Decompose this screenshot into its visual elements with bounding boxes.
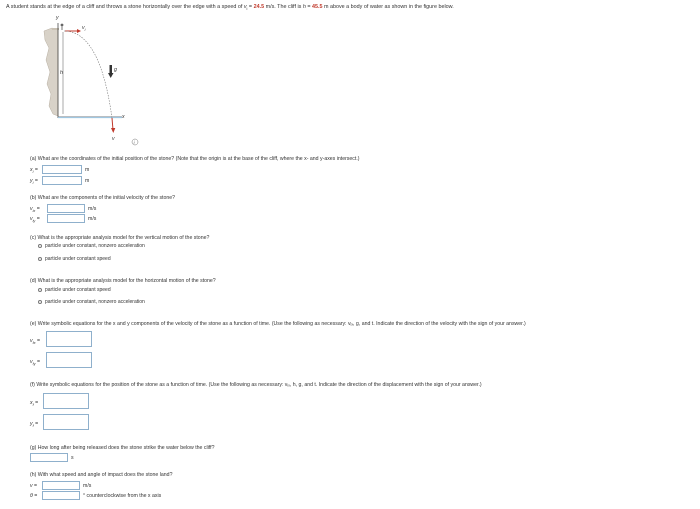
g-arrow-shaft bbox=[110, 65, 113, 74]
cliff-diagram bbox=[38, 14, 148, 146]
xf-eq: = bbox=[33, 400, 39, 406]
theta-label bbox=[30, 493, 37, 499]
yf-eq: = bbox=[33, 421, 39, 427]
vi-label bbox=[82, 25, 85, 32]
vix-eq: = bbox=[35, 206, 40, 212]
viy-unit: m/s bbox=[88, 216, 97, 222]
speed-unit: m/s bbox=[83, 483, 92, 489]
yf-label bbox=[30, 421, 38, 429]
cliff-figure bbox=[38, 14, 148, 146]
question-g: (g) How long after being released does the stone strike the water below the cliff? bbox=[30, 445, 215, 451]
trajectory bbox=[64, 31, 112, 118]
g-label: g bbox=[114, 67, 117, 73]
vf-arrowhead bbox=[111, 128, 115, 133]
vi-subscript: i bbox=[246, 6, 248, 12]
theta-label-text: θ bbox=[30, 493, 33, 499]
xi-label-sub: i bbox=[32, 170, 34, 175]
vi-arrowhead bbox=[77, 29, 81, 33]
vfy-eq: = bbox=[35, 359, 41, 365]
viy-label-sub: iy bbox=[32, 219, 36, 224]
h-symbol: h bbox=[302, 4, 306, 10]
qc-option-1[interactable]: particle under constant, nonzero acceleration bbox=[45, 243, 145, 249]
given-speed: 24.5 bbox=[253, 4, 265, 10]
time-unit: s bbox=[71, 455, 74, 461]
vfx-eq: = bbox=[35, 338, 41, 344]
xf-label bbox=[30, 400, 38, 408]
yi-input[interactable] bbox=[42, 176, 82, 185]
xi-label bbox=[30, 167, 38, 175]
vfy-label-text: v bbox=[30, 359, 33, 365]
question-d: (d) What is the appropriate analysis model for the horizontal motion of the stone? bbox=[30, 278, 216, 284]
viy-input[interactable] bbox=[47, 214, 85, 223]
given-height: 45.5 bbox=[312, 4, 323, 10]
vi-label-sub: i bbox=[84, 28, 86, 33]
problem-statement bbox=[6, 4, 454, 12]
viy-eq: = bbox=[35, 216, 40, 222]
theta-eq: = bbox=[32, 493, 38, 499]
vfy-label bbox=[30, 359, 40, 367]
vfx-label-text: v bbox=[30, 338, 33, 344]
vix-input[interactable] bbox=[47, 204, 85, 213]
question-a: (a) What are the coordinates of the initial position of the stone? (Note that the origin is at the base of the cliff, where the x- and y-axes intersect.) bbox=[30, 156, 360, 162]
vfx-label-sub: fx bbox=[32, 341, 36, 346]
yi-unit: m bbox=[85, 178, 90, 184]
xi-input[interactable] bbox=[42, 165, 82, 174]
student-figure bbox=[61, 24, 64, 30]
xi-unit: m bbox=[85, 167, 90, 173]
yf-label-sub: f bbox=[32, 424, 34, 429]
qc-radio-2[interactable] bbox=[38, 257, 42, 261]
vfx-input[interactable] bbox=[46, 331, 92, 347]
angle-input[interactable] bbox=[42, 491, 80, 500]
v-label: v bbox=[112, 136, 115, 142]
viy-label-text: v bbox=[30, 216, 33, 222]
intro-eq2: = bbox=[305, 4, 312, 10]
yf-label-text: y bbox=[30, 421, 33, 427]
vix-label bbox=[30, 206, 40, 214]
v-eq: = bbox=[32, 483, 38, 489]
qd-radio-1[interactable] bbox=[38, 288, 42, 292]
qd-option-1[interactable]: particle under constant speed bbox=[45, 287, 111, 293]
qc-option-2[interactable]: particle under constant speed bbox=[45, 256, 111, 262]
vi-symbol: v bbox=[243, 4, 247, 10]
vfy-input[interactable] bbox=[46, 352, 92, 368]
vix-label-text: v bbox=[30, 206, 33, 212]
vfy-label-sub: fy bbox=[32, 362, 36, 367]
qd-radio-2[interactable] bbox=[38, 300, 42, 304]
info-icon[interactable]: i bbox=[133, 139, 135, 145]
y-axis-label: y bbox=[56, 15, 59, 21]
g-arrowhead bbox=[108, 73, 114, 78]
intro-post: m above a body of water as shown in the figure below. bbox=[322, 4, 454, 10]
vi-label-text: v bbox=[82, 25, 85, 31]
x-axis-label: x bbox=[122, 114, 125, 120]
vfx-label bbox=[30, 338, 40, 346]
xf-input[interactable] bbox=[43, 393, 89, 409]
qd-option-2[interactable]: particle under constant, nonzero acceleration bbox=[45, 299, 145, 305]
h-label: h bbox=[60, 70, 63, 76]
question-e: (e) Write symbolic equations for the x and y components of the velocity of the stone as a function of time. (Use the following as necessary: vᵢₓ, g, and t. Indicate the direction of the velocity with the sign of your answer.) bbox=[30, 321, 526, 327]
xf-label-text: x bbox=[30, 400, 33, 406]
question-c: (c) What is the appropriate analysis model for the vertical motion of the stone? bbox=[30, 235, 210, 241]
viy-label bbox=[30, 216, 40, 224]
v-label-text: v bbox=[30, 483, 33, 489]
v-label-field bbox=[30, 483, 37, 489]
intro-mid: m/s. The cliff is bbox=[264, 4, 303, 10]
speed-input[interactable] bbox=[42, 481, 80, 490]
angle-unit: ° counterclockwise from the x axis bbox=[83, 493, 162, 499]
qc-radio-1[interactable] bbox=[38, 244, 42, 248]
yf-input[interactable] bbox=[43, 414, 89, 430]
yi-label-sub: i bbox=[32, 181, 34, 186]
yi-eq: = bbox=[33, 178, 38, 184]
question-b: (b) What are the components of the initial velocity of the stone? bbox=[30, 195, 176, 201]
yi-label-text: y bbox=[30, 178, 33, 184]
yi-label bbox=[30, 178, 38, 186]
vix-label-sub: ix bbox=[32, 209, 36, 214]
cliff-rock bbox=[44, 28, 58, 116]
time-input[interactable] bbox=[30, 453, 68, 462]
intro-eq1: = bbox=[247, 4, 254, 10]
question-h: (h) With what speed and angle of impact does the stone land? bbox=[30, 472, 173, 478]
question-f: (f) Write symbolic equations for the position of the stone as a function of time. (Use the following as necessary: vᵢₓ, h, g, and t. Indicate the direction of the displacement with the sign of your answer.) bbox=[30, 382, 482, 388]
xi-label-text: x bbox=[30, 167, 33, 173]
xi-eq: = bbox=[33, 167, 38, 173]
vix-unit: m/s bbox=[88, 206, 97, 212]
intro-pre: A student stands at the edge of a cliff and throws a stone horizontally over the edge with a speed of bbox=[6, 4, 244, 10]
xf-label-sub: f bbox=[32, 403, 34, 408]
